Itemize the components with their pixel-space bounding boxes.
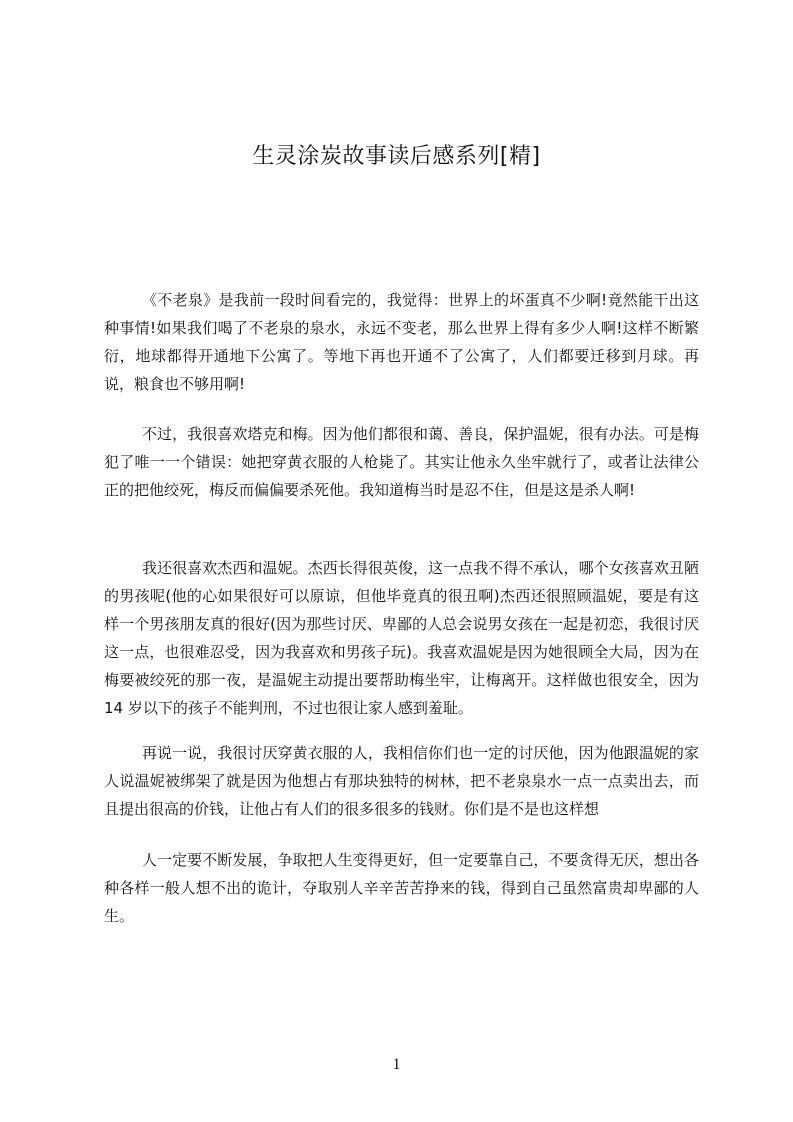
paragraph-5 <box>104 846 699 930</box>
paragraph-1 <box>104 286 699 398</box>
paragraph-text: 我还很喜欢杰西和温妮。杰西长得很英俊，这一点我不得不承认，哪个女孩喜欢丑陋的男孩呢(他的心如果很好可以原谅，但他毕竟真的很丑啊)杰西还很照顾温妮，要是有这样一个男孩朋友真的很好(因为那些讨厌、卑鄙的人总会说男女孩在一起是初恋，我很讨厌这一点，也很难忍受，因为我喜欢和男孩子玩)。我喜欢温妮是因为她很顾全大局，因为在梅要被绞死的那一夜，是温妮主动提出要帮助梅坐牢，让梅离开。这样做也很安全，因为 14 岁以下的孩子不能判刑，不过也很让家人感到羞耻。 <box>104 559 699 717</box>
paragraph-text: 人一定要不断发展，争取把人生变得更好，但一定要靠自己，不要贪得无厌，想出各种各样一般人想不出的诡计，夺取别人辛辛苦苦挣来的钱，得到自己虽然富贵却卑鄙的人生。 <box>104 851 699 925</box>
paragraph-2 <box>104 420 699 504</box>
paragraph-text: 再说一说，我很讨厌穿黄衣服的人，我相信你们也一定的讨厌他，因为他跟温妮的家人说温妮被绑架了就是因为他想占有那块独特的树林，把不老泉泉水一点一点卖出去，而且提出很高的价钱，让他占有人们的很多很多的钱财。你们是不是也这样想 <box>104 744 699 818</box>
paragraph-4 <box>104 739 699 823</box>
document-title: 生灵涂炭故事读后感系列[精] <box>252 144 541 169</box>
paragraph-text: 《不老泉》是我前一段时间看完的，我觉得：世界上的坏蛋真不少啊!竟然能干出这种事情!如果我们喝了不老泉的泉水，永远不变老，那么世界上得有多少人啊!这样不断繁衍，地球都得开通地下公寓了。等地下再也开通不了公寓了，人们都要迁移到月球。再说，粮食也不够用啊! <box>104 291 699 393</box>
paragraph-text: 不过，我很喜欢塔克和梅。因为他们都很和蔼、善良，保护温妮，很有办法。可是梅犯了唯一一个错误：她把穿黄衣服的人枪毙了。其实让他永久坐牢就行了，或者让法律公正的把他绞死，梅反而偏偏要杀死他。我知道梅当时是忍不住，但是这是杀人啊! <box>104 425 699 499</box>
page-number: 1 <box>392 1056 401 1073</box>
paragraph-3 <box>104 554 699 722</box>
